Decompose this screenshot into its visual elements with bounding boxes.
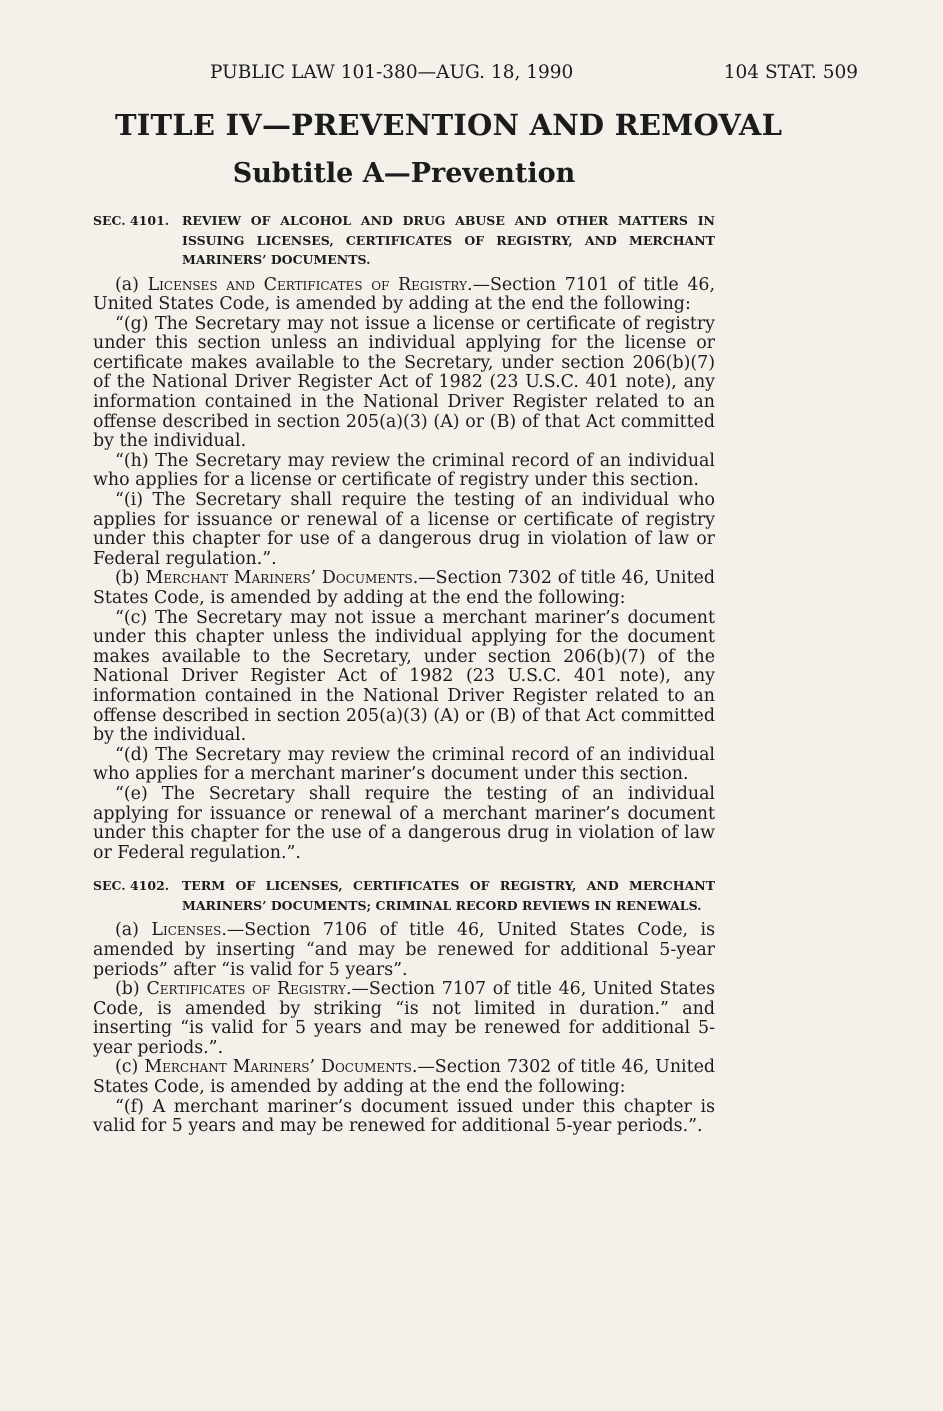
statute-page-number: 104 STAT. 509 bbox=[723, 62, 858, 83]
section-4102-heading bbox=[93, 876, 715, 915]
subsection-a bbox=[93, 276, 715, 315]
subsection-heading: Licenses. bbox=[151, 920, 227, 941]
section-number: SEC. 4102. bbox=[93, 878, 170, 894]
paragraph-d: “(d) The Secretary may review the criminal record of an individual who applies for a merchant mariner’s document under this section. bbox=[93, 744, 715, 785]
document-body bbox=[93, 211, 715, 1137]
subsection-label: (a) bbox=[115, 274, 148, 295]
paragraph-f: “(f) A merchant mariner’s document issued under this chapter is valid for 5 years and may be renewed for additional 5-year periods.”. bbox=[93, 1096, 715, 1137]
running-head bbox=[0, 62, 943, 88]
subsection-b bbox=[93, 980, 715, 1058]
public-law-citation: PUBLIC LAW 101-380—AUG. 18, 1990 bbox=[210, 62, 574, 83]
section-title: TERM OF LICENSES, CERTIFICATES OF REGISTRY, AND MERCHANT MARINERS’ DOCUMENTS; CRIMINAL RECORD REVIEWS IN RENEWALS. bbox=[182, 878, 715, 913]
paragraph-e: “(e) The Secretary shall require the testing of an individual applying for issuance or renewal of a merchant mariner’s document under this chapter for the use of a dangerous drug in violation of law or Federal regulation.”. bbox=[93, 783, 715, 863]
subsection-c bbox=[93, 1058, 715, 1097]
subsection-a bbox=[93, 921, 715, 980]
title-heading: TITLE IV—PREVENTION AND REMOVAL bbox=[115, 108, 783, 142]
subsection-text: —Section 7107 of title 46, United States Code, is amended by striking “is not limited in duration.” and inserting “is valid for 5 years and may be renewed for additional 5-year periods.”. bbox=[93, 979, 716, 1058]
subsection-label: (b) bbox=[115, 979, 147, 1000]
subtitle-heading: Subtitle A—Prevention bbox=[232, 158, 576, 189]
subsection-label: (c) bbox=[115, 1057, 145, 1078]
section-4101-heading bbox=[93, 211, 715, 270]
subsection-b bbox=[93, 569, 715, 608]
section-number: SEC. 4101. bbox=[93, 213, 170, 228]
subsection-heading: Certificates of Registry. bbox=[146, 979, 352, 1000]
paragraph-h: “(h) The Secretary may review the criminal record of an individual who applies for a license or certificate of registry under this section. bbox=[93, 450, 715, 491]
subsection-label: (b) bbox=[115, 568, 146, 589]
subsection-heading: Licenses and Certificates of Registry. bbox=[147, 274, 473, 295]
paragraph-c: “(c) The Secretary may not issue a merchant mariner’s document under this chapter unless the individual applying for the document makes available to the Secretary, under section 206(b)(7) of the National Driver Register Act of 1982 (23 U.S.C. 401 note), any information contained in the National Driver Register related to an offense described in section 205(a)(3) (A) or (B) of that Act committed by the individual. bbox=[93, 607, 715, 746]
subsection-text: —Section 7101 of title 46, United States Code, is amended by adding at the end the following: bbox=[93, 274, 715, 315]
subsection-text: —Section 7106 of title 46, United States Code, is amended by inserting “and may be renewed for additional 5-year periods” after “is valid for 5 years”. bbox=[93, 920, 715, 980]
paragraph-g: “(g) The Secretary may not issue a license or certificate of registry under this section unless an individual applying for the license or certificate makes available to the Secretary, under section 206(b)(7) of the National Driver Register Act of 1982 (23 U.S.C. 401 note), any information contained in the National Driver Register related to an offense described in section 205(a)(3) (A) or (B) of that Act committed by the individual. bbox=[93, 313, 715, 452]
subsection-label: (a) bbox=[115, 920, 152, 941]
subsection-heading: Merchant Mariners’ Documents. bbox=[144, 1057, 418, 1078]
paragraph-i: “(i) The Secretary shall require the testing of an individual who applies for issuance or renewal of a license or certificate of registry under this chapter for use of a dangerous drug in violation of law or Federal regulation.”. bbox=[93, 490, 715, 569]
subsection-text: —Section 7302 of title 46, United States Code, is amended by adding at the end the following: bbox=[93, 1057, 715, 1098]
section-title: REVIEW OF ALCOHOL AND DRUG ABUSE AND OTHER MATTERS IN ISSUING LICENSES, CERTIFICATES OF REGISTRY, AND MERCHANT MARINERS’ DOCUMENTS. bbox=[182, 213, 715, 267]
subsection-heading: Merchant Mariners’ Documents. bbox=[145, 568, 419, 589]
subsection-text: —Section 7302 of title 46, United States Code, is amended by adding at the end the following: bbox=[93, 568, 715, 608]
